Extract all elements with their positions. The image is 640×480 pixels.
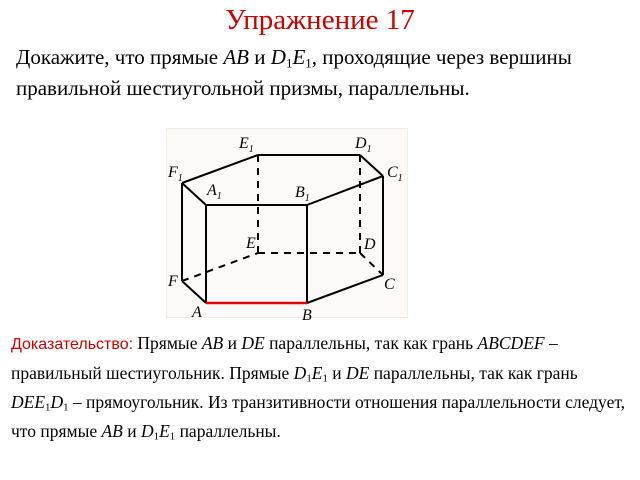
proof-segment: D [293,363,307,383]
proof-segment: Прямые [133,333,202,353]
edge-fa [182,281,206,303]
statement-text: и [249,45,271,69]
proof-segment: и [327,363,346,383]
vertex-label-d: D [364,236,376,253]
proof-segment: D [141,421,154,441]
proof-segment: AB [201,333,224,353]
page-title: Упражнение 17 [225,4,415,36]
edge-f1a1 [182,183,206,205]
statement-text: Докажите, что прямые [16,45,224,69]
subscript: 1 [305,55,312,71]
proof-segment: параллельны, так как грань [369,363,578,383]
subscript: 1 [45,401,51,414]
subscript: 1 [322,372,328,385]
line-ab-label: AB [223,45,250,69]
proof-segment: DE [241,333,265,353]
vertex-label-a1: $A_1$ [207,182,222,202]
edge-cd-hidden [360,253,383,275]
vertex-label-f: F [168,273,178,290]
subscript: 1 [285,55,293,71]
vertex-label-c1: $C_1$ [387,164,403,184]
proof-segment: – прямоугольник. Из транзитивности отношения параллельности следует, что прямые [11,392,626,441]
subscript: 1 [169,430,176,443]
line-d1e1-label: D [270,45,286,69]
edge-e1f1 [182,155,258,183]
proof-segment: и [122,421,141,441]
vertex-label-d1: $D_1$ [355,135,372,155]
proof-segment: E [159,421,170,441]
proof-segment: AB [101,421,123,441]
proof-segment: DE [345,363,370,383]
vertex-label-f1: $F_1$ [168,164,183,184]
subscript: 1 [306,372,312,385]
proof-label: Доказательство: [11,336,134,353]
proof-segment: параллельны. [175,421,281,441]
proof-segment: DEE [11,392,46,412]
proof-segment: ABCDEF [477,333,545,353]
subscript: 1 [63,401,69,414]
proof-segment: и [223,333,242,353]
proof-text [11,329,636,446]
proof-segment: E [311,363,323,383]
vertex-label-e1: $E_1$ [239,135,254,155]
proof-segment: D [50,392,64,412]
edge-ef-hidden [182,253,258,281]
vertex-label-b: B [302,307,312,324]
vertex-label-c: C [384,276,395,293]
vertex-label-e: E [246,235,256,252]
edge-bc [307,275,383,303]
statement-text: , проходящие через вершины правильной шестиугольной призмы, параллельны. [16,45,572,100]
vertex-label-a: A [192,304,202,321]
edge-b1c1 [307,176,383,205]
proof-segment: параллельны, так как грань [264,333,478,353]
line-d1e1-label: E [292,45,306,69]
vertex-label-b1: $B_1$ [295,184,310,204]
edge-c1d1 [360,155,383,176]
subscript: 1 [153,430,160,443]
proof-segment: – правильный шестиугольник. Прямые [11,333,558,383]
